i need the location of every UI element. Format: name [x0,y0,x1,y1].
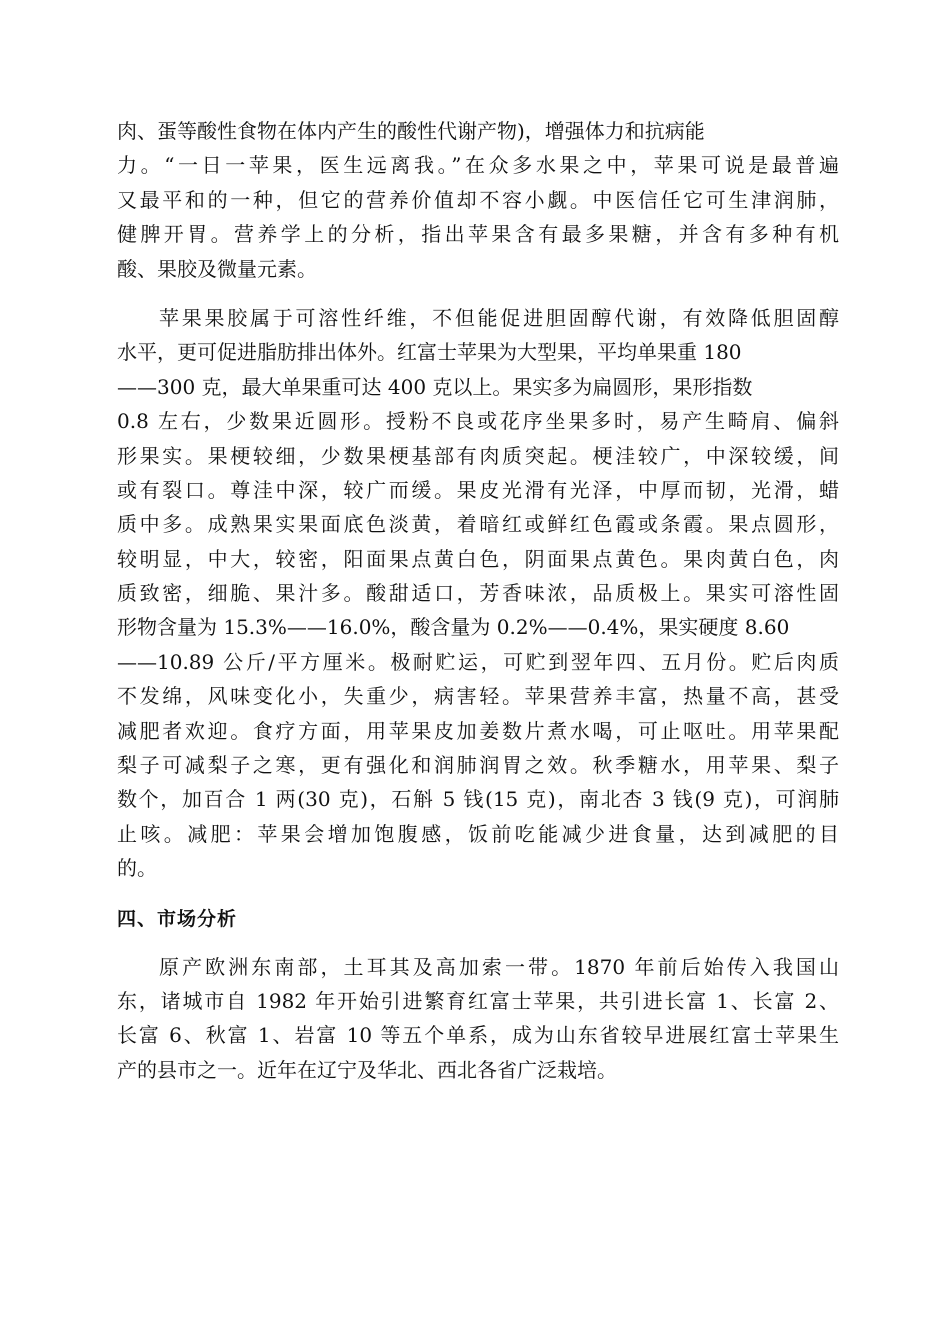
text-line: 水平，更可促进脂肪排出体外。红富士苹果为大型果，平均单果重 180 [117,340,742,365]
text-line: 长富 6、秋富 1、岩富 10 等五个单系，成为山东省较早进展红富士苹果生 [117,1023,839,1048]
paragraph-continued [117,114,839,286]
text-line: ——10.89 公斤/平方厘米。极耐贮运，可贮到翌年四、五月份。贮后肉质 [117,649,839,674]
text-line: 健脾开胃。营养学上的分析，指出苹果含有最多果糖，并含有多种有机 [117,222,839,247]
text-line: 较明显，中大，较密，阳面果点黄白色，阴面果点黄色。果肉黄白色，肉 [117,546,839,571]
text-line: 又最平和的一种，但它的营养价值却不容小觑。中医信任它可生津润肺， [117,187,839,212]
section-heading: 四、市场分析 [117,907,238,930]
paragraph-market [117,950,839,1088]
paragraph-pectin [117,301,839,886]
text-line: 梨子可减梨子之寒，更有强化和润肺润胃之效。秋季糖水，用苹果、梨子 [117,753,839,778]
text-line: 的。 [117,856,157,881]
text-line: 产的县市之一。近年在辽宁及华北、西北各省广泛栽培。 [117,1057,617,1082]
text-line: 形物含量为 15.3%——16.0%，酸含量为 0.2%——0.4%，果实硬度 8.60 [117,615,790,640]
text-line: 数个，加百合 1 两(30 克)，石斛 5 钱(15 克)，南北杏 3 钱(9 克)，可润肺 [117,787,839,812]
text-line: 不发绵，风味变化小，失重少，病害轻。苹果营养丰富，热量不高，甚受 [117,684,839,709]
text-line: 东，诸城市自 1982 年开始引进繁育红富士苹果，共引进长富 1、长富 2、 [117,988,839,1013]
text-line: ——300 克，最大单果重可达 400 克以上。果实多为扁圆形，果形指数 [117,374,753,399]
document-page [117,114,839,1087]
text-line: 形果实。果梗较细，少数果梗基部有肉质突起。梗洼较广，中深较缓，间 [117,443,839,468]
text-line: 肉、蛋等酸性食物在体内产生的酸性代谢产物)，增强体力和抗病能 [117,119,705,143]
text-line: 0.8 左右，少数果近圆形。授粉不良或花序坐果多时，易产生畸肩、偏斜 [117,409,839,434]
text-line: 质致密，细脆、果汁多。酸甜适口，芳香味浓，品质极上。果实可溶性固 [117,581,839,606]
text-line: 止咳。减肥：苹果会增加饱腹感，饭前吃能减少进食量，达到减肥的目 [117,821,839,846]
text-line: 原产欧洲东南部，土耳其及高加索一带。1870 年前后始传入我国山 [159,954,839,979]
text-line: 苹果果胶属于可溶性纤维，不但能促进胆固醇代谢，有效降低胆固醇 [159,305,839,330]
text-line: 力。“一日一苹果，医生远离我。”在众多水果之中，苹果可说是最普遍 [117,153,839,178]
text-line: 减肥者欢迎。食疗方面，用苹果皮加姜数片煮水喝，可止呕吐。用苹果配 [117,718,839,743]
text-line: 酸、果胶及微量元素。 [117,256,317,281]
text-line: 或有裂口。尊洼中深，较广而缓。果皮光滑有光泽，中厚而韧，光滑，蜡 [117,477,839,502]
text-line: 质中多。成熟果实果面底色淡黄，着暗红或鲜红色霞或条霞。果点圆形， [117,512,839,537]
